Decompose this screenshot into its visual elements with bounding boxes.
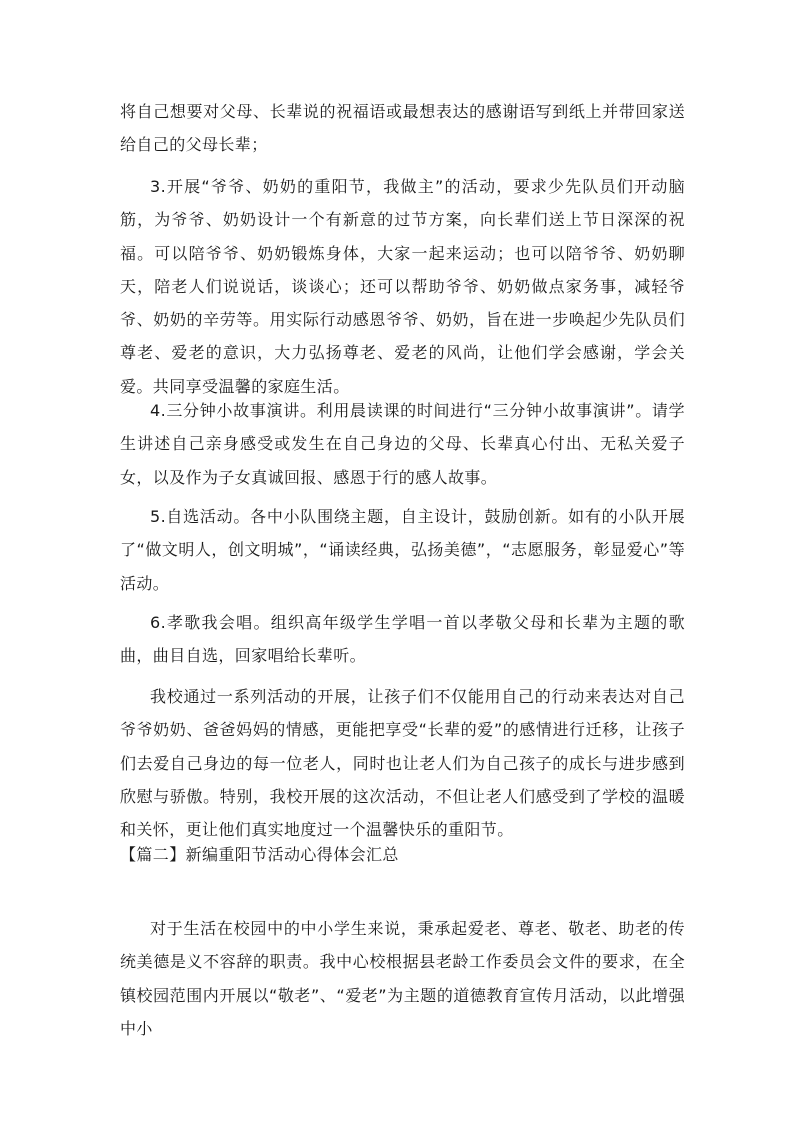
activity-item-5: 5.自选活动。各中小队围绕主题，自主设计，鼓励创新。如有的小队开展了“做文明人，创文明城”，“诵读经典，弘扬美德”，“志愿服务，彰显爱心”等活动。 (120, 507, 685, 593)
activity-item-3: 3.开展“爷爷、奶奶的重阳节，我做主”的活动，要求少先队员们开动脑筋，为爷爷、奶奶设计一个有新意的过节方案，向长辈们送上节日深深的祝福。可以陪爷爷、奶奶锻炼身体，大家一起来运动；也可以陪爷爷、奶奶聊天，陪老人们说说话，谈谈心；还可以帮助爷爷、奶奶做点家务事，减轻爷爷、奶奶的辛劳等。用实际行动感恩爷爷、奶奶，旨在进一步唤起少先队员们尊老、爱老的意识，大力弘扬尊老、爱老的风尚，让他们学会感谢，学会关爱。共同享受温馨的家庭生活。 (120, 177, 685, 396)
activity-item-6: 6.孝歌我会唱。组织高年级学生学唱一首以孝敬父母和长辈为主题的歌曲，曲目自选，回家唱给长辈听。 (120, 613, 685, 666)
section-heading: 【篇二】新编重阳节活动心得体会汇总 (120, 845, 399, 864)
summary-paragraph: 我校通过一系列活动的开展，让孩子们不仅能用自己的行动来表达对自己爷爷奶奶、爸爸妈妈的情感，更能把享受“长辈的爱”的感情进行迁移，让孩子们去爱自己身边的每一位老人，同时也让老人们为自己孩子的成长与进步感到欣慰与骄傲。特别，我校开展的这次活动，不但让老人们感受到了学校的温暖和关怀，更让他们真实地度过一个温馨快乐的重阳节。 (120, 687, 685, 840)
activity-item-4: 4.三分钟小故事演讲。利用晨读课的时间进行“三分钟小故事演讲”。请学生讲述自己亲身感受或发生在自己身边的父母、长辈真心付出、无私关爱子女，以及作为子女真诚回报、感恩于行的感人故事。 (120, 401, 685, 487)
intro-paragraph: 将自己想要对父母、长辈说的祝福语或最想表达的感谢语写到纸上并带回家送给自己的父母长辈； (120, 102, 685, 155)
section2-paragraph: 对于生活在校园中的中小学生来说，秉承起爱老、尊老、敬老、助老的传统美德是义不容辞的职责。我中心校根据县老龄工作委员会文件的要求，在全镇校园范围内开展以“敬老”、“爱老”为主题的道德教育宣传月活动，以此增强中小 (120, 919, 685, 1038)
